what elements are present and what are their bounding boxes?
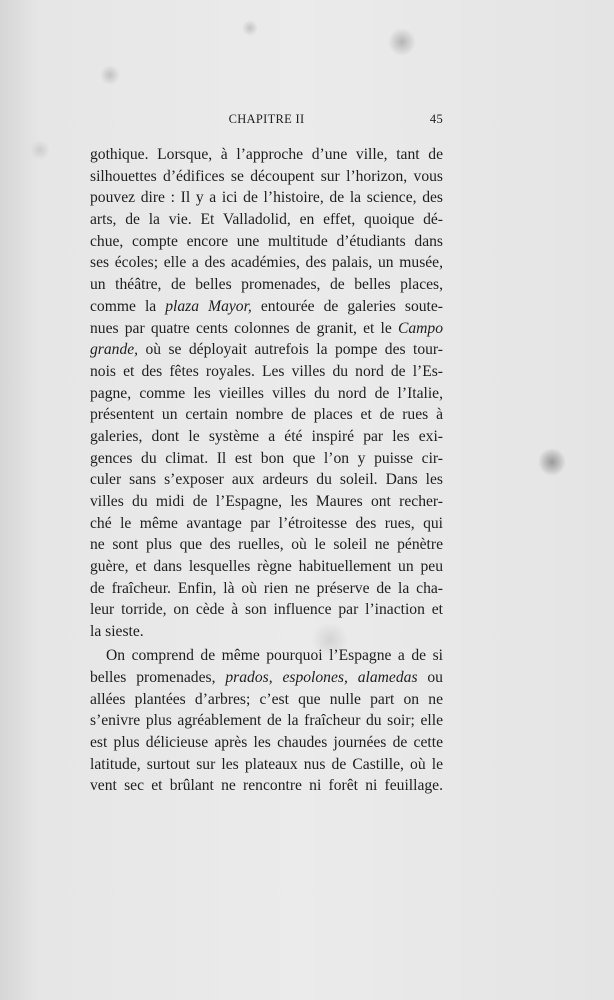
text-line: présentent un certain nombre de places et de rues à	[90, 406, 443, 424]
text-line: nois et des fêtes royales. Les villes du nord de l’Es-	[90, 362, 443, 380]
text-line	[90, 339, 443, 361]
text-line: vent sec et brûlant ne rencontre ni forêt ni feuillage.	[90, 777, 443, 795]
text-line: pouvez dire : Il y a ici de l’histoire, de la science, des	[90, 189, 443, 207]
italic-term: prados, espolones, alamedas	[225, 669, 418, 686]
text-line: un théâtre, de belles promenades, de belles places,	[90, 276, 443, 294]
text-segment: nues par quatre cents colonnes de granit, et le	[90, 319, 398, 337]
text-line: ses écoles; elle a des académies, des palais, un musée,	[90, 254, 443, 272]
italic-term: Campo	[397, 319, 443, 337]
text-line	[90, 318, 443, 340]
text-line: gences du climat. Il est bon que l’on y puisse cir-	[90, 449, 443, 467]
text-segment: ou	[417, 669, 443, 686]
text-line: leur torride, on cède à son influence par l’inaction et	[90, 601, 443, 619]
text-line: est plus délicieuse après les chaudes journées de cette	[90, 734, 443, 752]
text-line: pagne, comme les vieilles villes du nord de l’Italie,	[90, 384, 443, 402]
text-line: gothique. Lorsque, à l’approche d’une ville, tant de	[90, 146, 443, 163]
text-segment: comme la	[90, 297, 166, 315]
text-line: chue, compte encore une multitude d’étudiants dans	[90, 232, 443, 250]
italic-term: plaza Mayor,	[165, 297, 252, 315]
page-number: 45	[429, 112, 443, 126]
body-text	[90, 144, 443, 797]
text-line: silhouettes d’édifices se découpent sur l’horizon, vous	[90, 167, 443, 185]
text-line	[90, 296, 443, 318]
text-segment: belles promenades,	[90, 669, 226, 686]
text-line: ne sont plus que des ruelles, où le soleil ne pénètre	[90, 536, 443, 554]
text-line: latitude, surtout sur les plateaux nus de Castille, où le	[90, 755, 443, 773]
text-line: guère, et dans lesquelles règne habituellement un peu	[90, 558, 443, 576]
running-header	[90, 112, 443, 130]
text-line: On comprend de même pourquoi l’Espagne a de si	[106, 647, 443, 665]
text-line: de fraîcheur. Enfin, là où rien ne préserve de la cha-	[90, 579, 443, 597]
text-segment: entourée de galeries soute-	[251, 297, 443, 315]
text-line: ché le même avantage par l’étroitesse des rues, qui	[90, 514, 443, 532]
italic-term: grande,	[90, 341, 139, 359]
text-line: galeries, dont le système a été inspiré par les exi-	[90, 427, 443, 445]
text-line	[90, 667, 443, 689]
chapter-title: CHAPITRE II	[228, 112, 305, 126]
text-line: villes du midi de l’Espagne, les Maures ont recher-	[90, 493, 443, 510]
text-line: la sieste.	[90, 623, 144, 641]
text-line: culer sans s’exposer aux ardeurs du soleil. Dans les	[90, 471, 443, 489]
text-line: s’enivre plus agréablement de la fraîcheur du soir; elle	[90, 712, 443, 730]
text-segment: où se déployait autrefois la pompe des tour-	[138, 341, 443, 359]
text-line: arts, de la vie. Et Valladolid, en effet, quoique dé-	[90, 211, 443, 229]
text-line: allées plantées d’arbres; c’est que nulle part on ne	[90, 690, 443, 708]
